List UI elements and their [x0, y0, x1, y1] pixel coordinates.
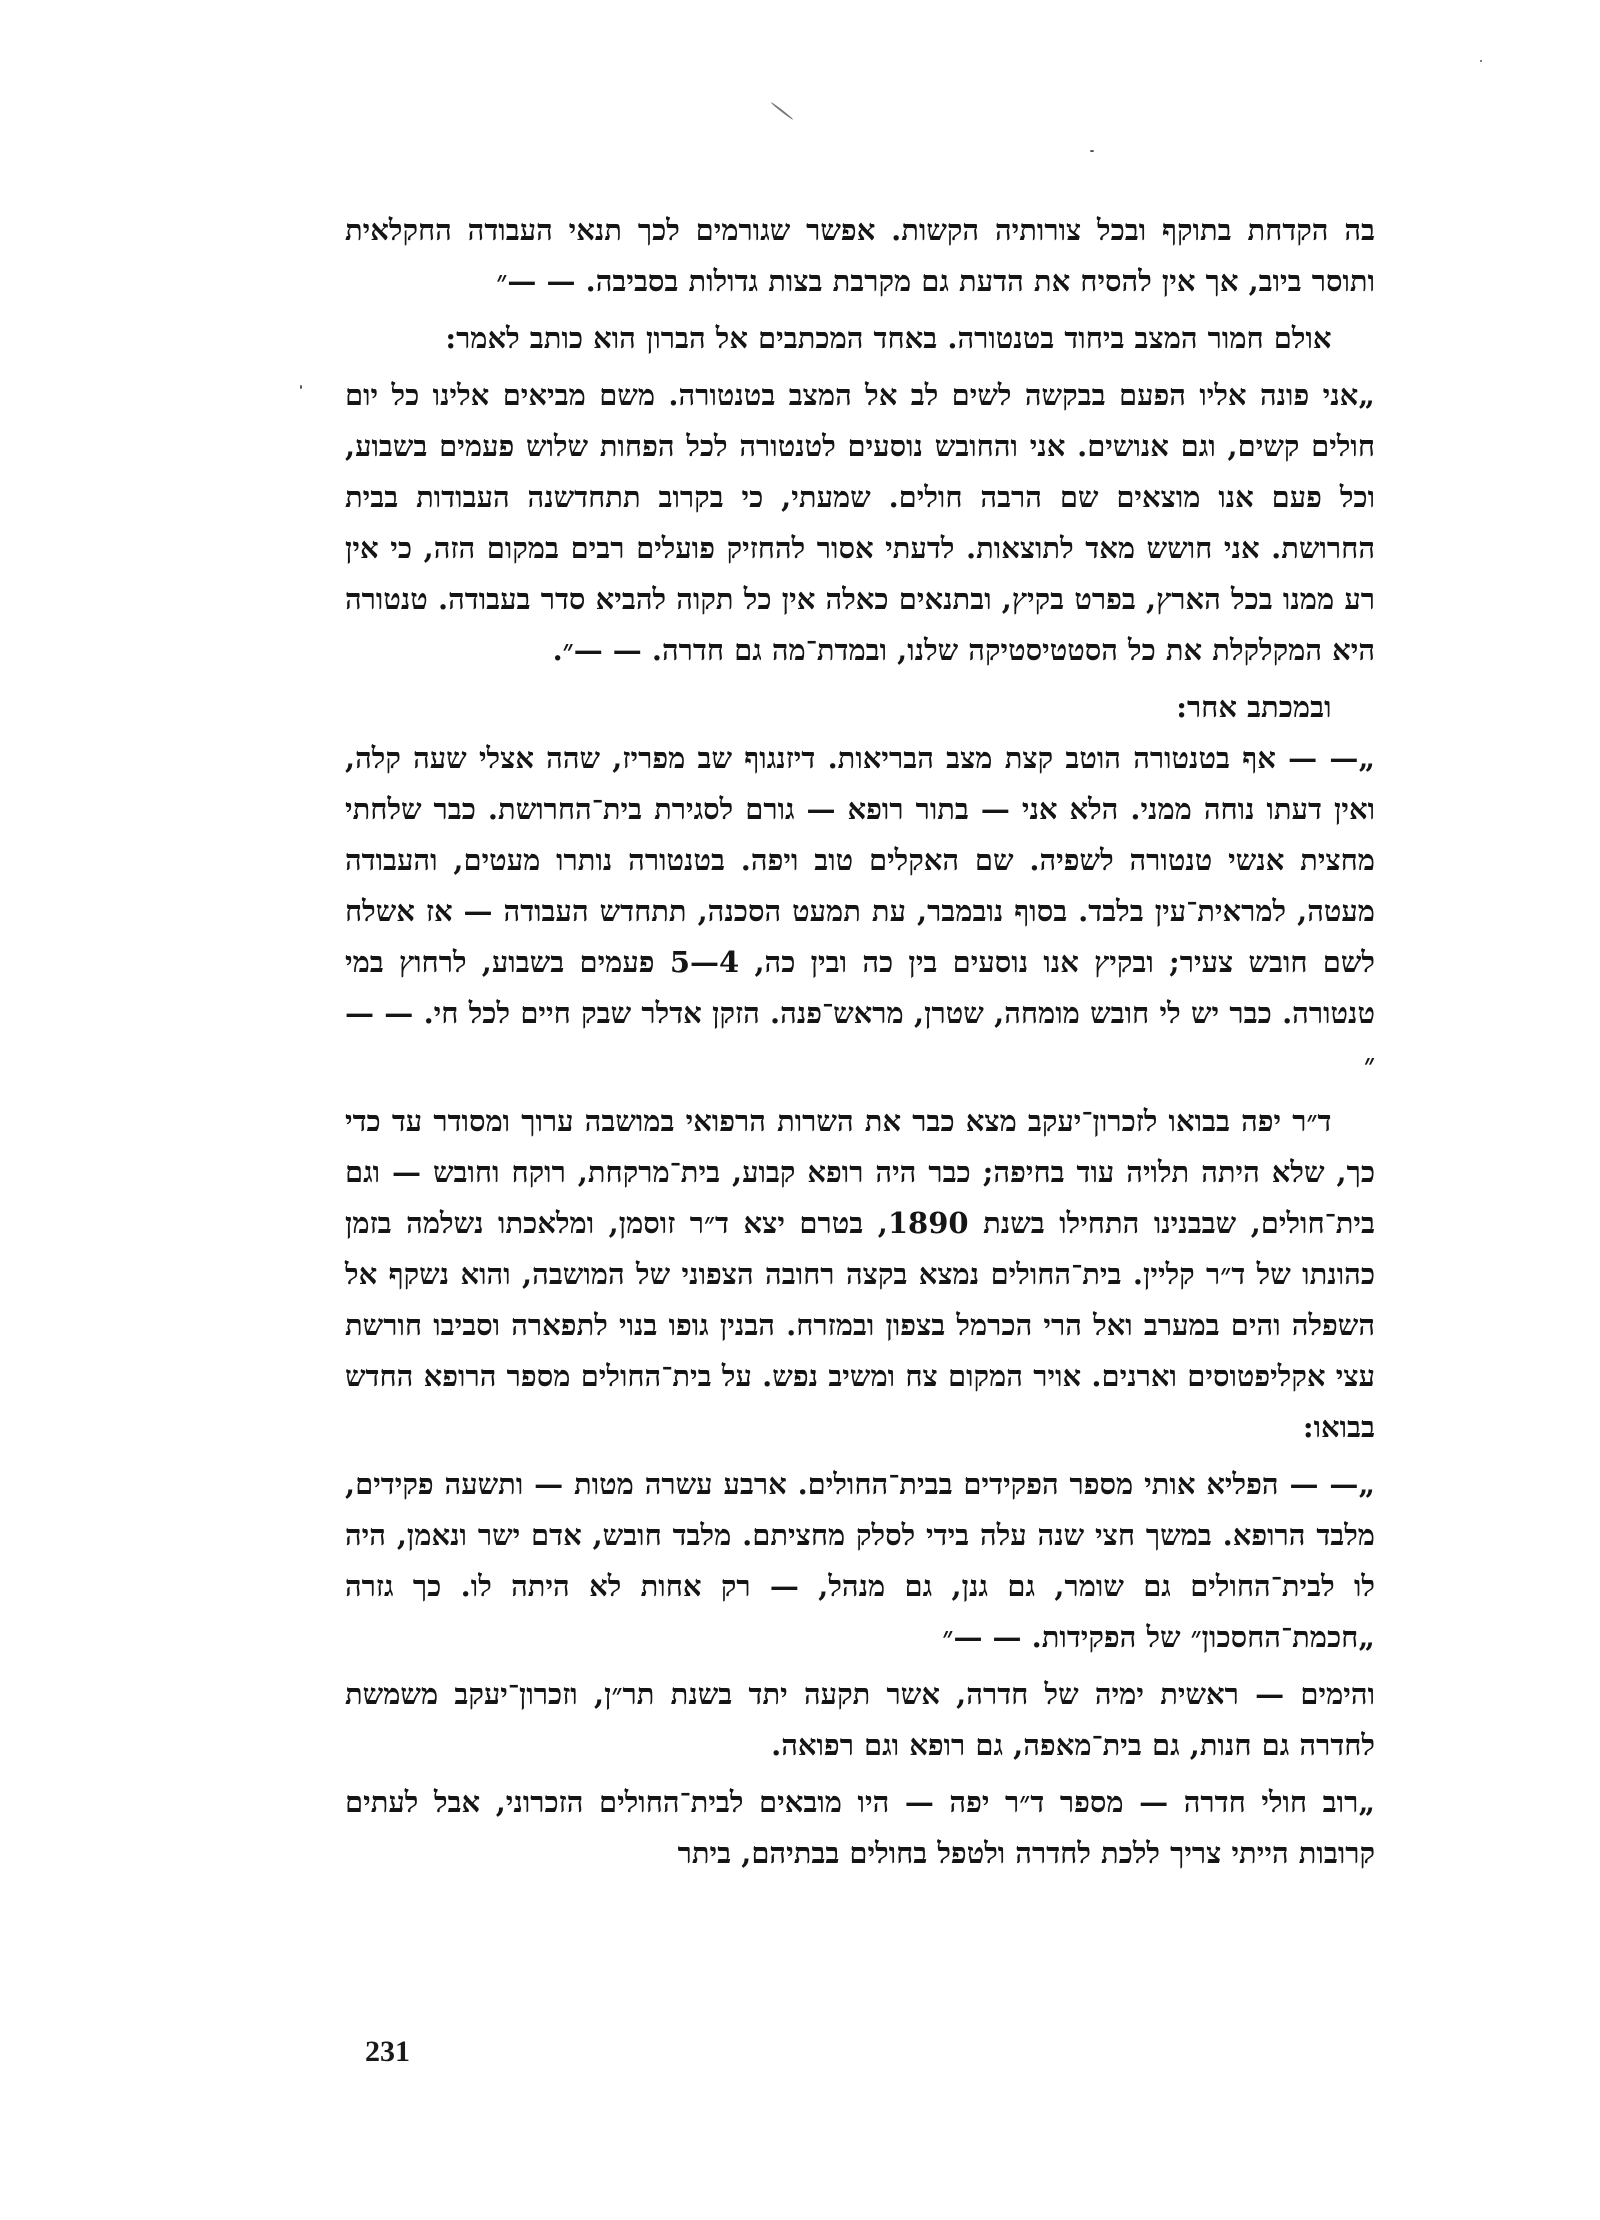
page-text-block	[345, 205, 1375, 1885]
paragraph-another-letter-intro: ובמכתב אחר:	[1176, 690, 1332, 724]
scan-speck	[1480, 60, 1482, 62]
scan-speck	[770, 102, 793, 121]
paragraph-hadera-early-days: והימים — ראשית ימיה של חדרה, אשר תקעה יתד בשנת תר״ן, וזכרון־יעקב משמשת לחדרה גם חנות, גם בית־מאפה, גם רופא וגם רפואה.	[345, 1677, 1375, 1762]
paragraph-continuation: בה הקדחת בתוקף ובכל צורותיה הקשות. אפשר שגורמים לכך תנאי העבודה החקלאית ותוסר ביוב, אך אין להסיח את הדעת גם מקרבת בצות גדולות בסביבה. — —״	[345, 213, 1375, 298]
paragraph-letter-quote-1: „אני פונה אליו הפעם בבקשה לשים לב אל המצב בטנטורה. משם מביאים אלינו כל יום חולים קשים, וגם אנושים. אני והחובש נוסעים לטנטורה לכל הפחות שלוש פעמים בשבוע, וכל פעם אנו מוצאים שם הרבה חולים. שמעתי, כי בקרוב תתחדשנה העבודות בבית החרושת. אני חושש מאד לתוצאות. לדעתי אסור להחזיק פועלים רבים במקום הזה, כי אין רע ממנו בכל הארץ, בפרט בקיץ, ובתנאים כאלה אין כל תקוה להביא סדר בעבודה. טנטורה היא המקלקלת את כל הסטטיסטיקה שלנו, ובמדת־מה גם חדרה. — —״.	[345, 378, 1375, 667]
paragraph-tantura-intro: אולם חמור המצב ביחוד בטנטורה. באחד המכתבים אל הברון הוא כותב לאמר:	[445, 321, 1332, 355]
paragraph-hospital-quote: „— — הפליא אותי מספר הפקידים בבית־החולים. ארבע עשרה מטות — ותשעה פקידים, מלבד הרופא. במשך חצי שנה עלה בידי לסלק מחציתם. מלבד חובש, אדם ישר ונאמן, היה לו לבית־החולים גם שומר, גם גנן, גם מנהל, — רק אחות לא היתה לו. כך גזרה „חכמת־החסכון״ של הפקידות. — —״	[345, 1467, 1375, 1654]
page-number: 231	[365, 2035, 410, 2068]
paragraph-hadera-patients: „רוב חולי חדרה — מספר ד״ר יפה — היו מובאים לבית־החולים הזכרוני, אבל לעתים קרובות הייתי צריך ללכת לחדרה ולטפל בחולים בבתיהם, ביתר	[345, 1785, 1375, 1870]
scan-speck	[300, 385, 302, 389]
scan-speck	[1090, 150, 1094, 152]
paragraph-letter-quote-2: „— — אף בטנטורה הוטב קצת מצב הבריאות. דיזנגוף שב מפריז, שהה אצלי שעה קלה, ואין דעתו נוחה ממני. הלא אני — בתור רופא — גורם לסגירת בית־החרושת. כבר שלחתי מחצית אנשי טנטורה לשפיה. שם האקלים טוב ויפה. בטנטורה נותרו מעטים, והעבודה מעטה, למראית־עין בלבד. בסוף נובמבר, עת תמעט הסכנה, תתחדש העבודה — אז אשלח לשם חובש צעיר; ובקיץ אנו נוסעים בין כה ובין כה, 4—5 פעמים בשבוע, לרחוץ במי טנטורה. כבר יש לי חובש מומחה, שטרן, מראש־פנה. הזקן אדלר שבק חיים לכל חי. — —״	[345, 741, 1375, 1081]
paragraph-dr-yaffe-arrival: ד״ר יפה בבואו לזכרון־יעקב מצא כבר את השרות הרפואי במושבה ערוך ומסודר עד כדי כך, שלא היתה תלויה עוד בחיפה; כבר היה רופא קבוע, בית־מרקחת, רוקח וחובש — וגם בית־חולים, שבבנינו התחילו בשנת 1890, בטרם יצא ד״ר זוסמן, ומלאכתו נשלמה בזמן כהונתו של ד״ר קליין. בית־החולים נמצא בקצה רחובה הצפוני של המושבה, והוא נשקף אל השפלה והים במערב ואל הרי הכרמל בצפון ובמזרח. הבנין גופו בנוי לתפארה וסביבו חורשת עצי אקליפטוסים וארנים. אויר המקום צח ומשיב נפש. על בית־החולים מספר הרופא החדש בבואו:	[345, 1104, 1376, 1444]
